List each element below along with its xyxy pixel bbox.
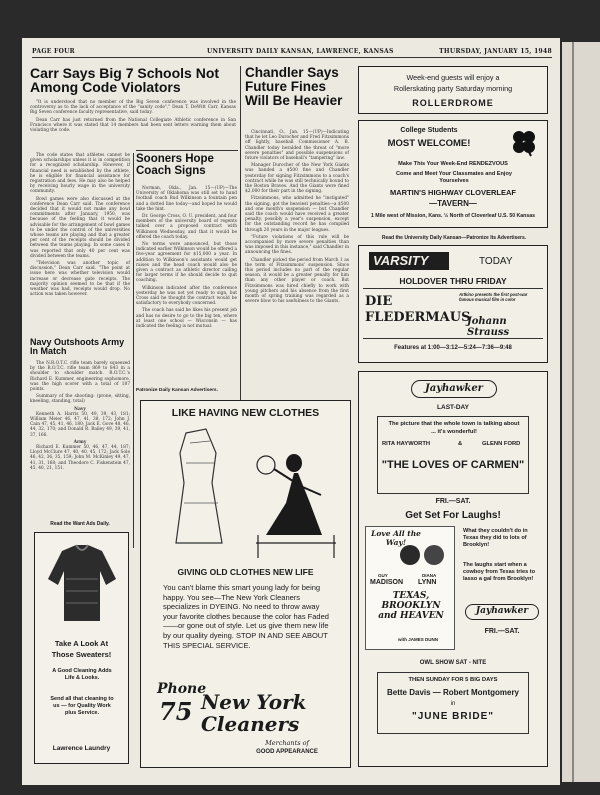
chandler-story (245, 130, 349, 307)
clover-icon (509, 127, 539, 157)
sooners-headline: Sooners Hope Coach Signs (136, 153, 214, 177)
poster-diana: DIANA (422, 573, 437, 578)
carmen-star1: RITA HAYWORTH (382, 441, 431, 447)
laundry-line1: Take A Look At (54, 639, 109, 648)
cleaners-phone-label: Phone (157, 681, 207, 697)
army-label: Army (73, 439, 87, 445)
poster-lynn: LYNN (418, 579, 437, 586)
poster-madison: MADISON (370, 579, 404, 586)
carmen-title: "THE LOVES OF CARMEN" (381, 459, 525, 471)
carr-paragraph: Bowl games were also discussed at the conference Dean Carr said. The conference decided that it would not make any bowl commitments after January, 1950, was because of the feeling that it would be advisable for the arrangement of bowl games to be under the control of the universities whose teams are playing and that a greater per cent of the receipts should be divided between the teams playing. In some cases it was reported that only 40 per cent was divided between the teams. (30, 196, 130, 259)
martins-name1: MARTIN'S HIGHWAY CLOVERLEAF (390, 188, 516, 197)
varsity-rule (363, 288, 543, 289)
carmen-and: & (458, 441, 463, 447)
jayhawker-fri-sat2: FRI.—SAT. (484, 628, 520, 635)
cleaners-body: You can't blame this smart young lady for being happy. You see—The New York Cleaners specializes in DYEING. No need to throw away your favorite clothes because the color has Faded——or gone out of style. Let us give them new life by our quality dyeing. STOP IN AND SEE ABOUT THIS SPECIAL SERVICE. (163, 583, 329, 650)
cleaners-top-line: LIKE HAVING NEW CLOTHES (171, 407, 320, 419)
jayhawker-last-day: LAST-DAY (437, 404, 469, 411)
sooners-paragraph: No terms were announced, but those indicated earlier Wilkinson would be offered a five-year agreement for $15,000 a year. In addition to Wilkinson's assistants would get raises and the head coach would also be given a contract as athletic director calling for larger terms if he should decide to quit coaching. (136, 242, 237, 284)
newspaper-page (22, 38, 560, 785)
chandler-paragraph: Chandler picked the period from March 1 as the term of Fitzsimmons' suspension. Since this period includes no part of the regular season, it would be a greater penalty for him than any other player or coach. But Fitzsimmons was hired chiefly to work with young pitchers and his absence from the first month of spring training was regarded as a severe blow to his usefulness to the Giants. (245, 257, 349, 305)
laundry-line4: Send all that cleaning to us — for Quality Work plus Service. (50, 696, 114, 716)
laundry-name: Lawrence Laundry (52, 745, 111, 752)
laundry-line2: Those Sweaters! (51, 650, 112, 659)
masthead: UNIVERSITY DAILY KANSAN, LAWRENCE, KANSAS (207, 48, 394, 55)
cleaners-tag1: Merchants of (265, 739, 309, 747)
carr-story-col-a (30, 153, 130, 299)
column-divider (240, 66, 241, 406)
varsity-rule (363, 338, 543, 339)
sooners-paragraph: The coach has said he likes his present job and has no desire to go to the big ten, where at least one school — Wisconsin — has indicated the feeling is not mutual. (136, 308, 237, 330)
martins-tavern-ad (358, 120, 548, 228)
carr-story (30, 100, 236, 135)
martins-line2: MOST WELCOME! (387, 138, 471, 149)
navy-story (30, 361, 130, 473)
rollerdrome-line2: Rollerskating party Saturday morning (393, 84, 513, 93)
june-bride-title: "JUNE BRIDE" (411, 711, 495, 722)
martins-line3: Make This Your Week-End RENDEZVOUS (398, 161, 508, 167)
june-bride-in: in (450, 701, 456, 707)
martins-line4: Come and Meet Your Classmates and Enjoy Yourselves (395, 171, 513, 184)
chandler-headline: Chandler Says Future Fines Will Be Heavier (245, 65, 343, 108)
cleaners-ad (140, 400, 351, 768)
headline-rule (136, 150, 238, 151)
poster-movie-title: TEXAS, BROOKLYN and HEAVEN (378, 591, 444, 621)
rollerdrome-name: ROLLERDROME (412, 98, 494, 108)
page-binding-line (572, 42, 574, 782)
laundry-ad (34, 532, 129, 764)
varsity-features: Features at 1:00—3:12—5:24—7:36—9:48 (394, 345, 512, 351)
sooners-paragraph: Wilkinson indicated after the conference yesterday he was not yet ready to sign, but Cross said he thought the contract would be satisfactory to everybody concerned. (136, 285, 237, 307)
chandler-paragraph: Cincinnati, O., Jan. 15—(UP)—Indicating that he let Leo Durocher and Fred Fitzsimmons off lightly, baseball Commissioner A. B. Chandler today heralded the threat of "more severe penalties" and possible suspensions of future violators of baseball's "tampering" law. (245, 130, 349, 162)
quote2: The laughs start when a cowboy from Texas tries to lasso a gal from Brooklyn! (463, 562, 536, 582)
sooners-paragraph: Norman, Okla., Jan. 15—(UP)—The University of Oklahoma was still set to hand football coach Bud Wilkinson a fountain pen and a dotted line today—and hoped he would take the hint. (136, 186, 237, 212)
carr-paragraph: Dean Carr has just returned from the National Collegiate Athletic conference in San Francisco where it was stated that 14 members had been sent letters warning them about violating the code. (30, 117, 236, 134)
read-kansan-note: Read the University Daily Kansan—Patronize Its Advertisers. (381, 235, 527, 241)
carmen-tagline2: ... it's wonderful! (431, 429, 477, 435)
column-divider (133, 153, 134, 548)
martins-address: 1 Mile west of Mission, Kans. ½ North of Cloverleaf U.S. 50 Kansas (370, 213, 536, 219)
rollerdrome-ad (358, 66, 548, 114)
navy-paragraph: The N.R.O.T.C. rifle team barely squeezed by the R.O.T.C. rifle team 869 to 843 in a shoulder to shoulder match. R.O.T.C.'s Richard E. Kummer, engineering sophomore, was the high scorer with a total of 187 points. (30, 361, 130, 393)
sooners-story (136, 186, 237, 331)
june-bride-then: THEN SUNDAY FOR 5 BIG DAYS (408, 677, 498, 683)
carmen-star2: GLENN FORD (482, 441, 521, 447)
woman-illustration (146, 423, 346, 563)
varsity-film-title: DIE FLEDERMAUS (365, 294, 471, 325)
page-header (32, 46, 552, 58)
june-bride-stars: Bette Davis — Robert Montgomery (386, 688, 520, 697)
poster-james: with JAMES DUNN (397, 637, 438, 642)
patronize-note: Patronize Daily Kansan Advertisers. (136, 388, 218, 393)
poster-guy: GUY (378, 573, 388, 578)
navy-label: Navy (74, 406, 86, 412)
chandler-paragraph: Fitzsimmons, who admitted he "instigated" the signing, got the heaviest penalties—a $500 and one month's suspension — but Chandler said the coach would have received a greater penalty, possibly a year's suspension, except for the outstanding record he has compiled through 20 years in the major leagues. (245, 196, 349, 233)
jayhawker-ad (358, 371, 548, 767)
laughs-headline: Get Set For Laughs! (405, 510, 501, 521)
sweater-illustration (36, 539, 128, 629)
cleaners-tag2: GOOD APPEARANCE (256, 749, 318, 755)
cleaners-name: New York Cleaners (201, 690, 307, 736)
jayhawker-fri-sat: FRI.—SAT. (435, 498, 471, 505)
varsity-ad (358, 245, 548, 363)
stars-portrait (392, 539, 452, 569)
sooners-paragraph: Dr. George Cross, O. U. president, and four members of the university board of regents talked over a proposed contract with Wilkinson Wednesday, and that it would be offered the coach today. (136, 214, 237, 240)
army-scores: Richard E. Kummer 50, 46, 47, 44, 187; Lloyd McClure 47, 40, 40, 45, 172; Jack Sole 46, 42, 36, 35, 159; John M. McKinley 49, 47, 41, 31, 168; and Theodore C. Fiskenstein 47, 45, 40, 21, 151. (30, 445, 130, 471)
adjacent-page-edge (562, 42, 600, 782)
carmen-panel (377, 416, 529, 494)
quote1: What they couldn't do in Texas they did to lots of Brooklyn! (463, 528, 528, 548)
martins-line1: College Students (400, 127, 458, 134)
cleaners-phone-number: 75 (159, 697, 193, 726)
varsity-holdover: HOLDOVER THRU FRIDAY (399, 276, 507, 286)
navy-headline: Navy Outshoots Army In Match (30, 337, 125, 357)
chandler-paragraph: "Future violations of this rule will be accompanied by more severe penalties than was imposed in this instance," said Chandler in announcing the fines. (245, 234, 349, 256)
cleaners-subtitle: GIVING OLD CLOTHES NEW LIFE (177, 567, 314, 577)
carr-paragraph: "Television was another topic of discussion," Dean Carr said. "The point at issue here was whether television would increase or decrease gate receipts. The majority opinion seemed to be that if the weather was bad, receipts would drop. No action was taken however. (30, 261, 130, 298)
laundry-line3: A Good Cleaning Adds Life & Looks. (52, 668, 112, 681)
navy-scores: Kenneth A. Harris 50, 49, 39, 43, 181; William Meier 46, 47, 41, 38, 172; John J. Cain 47, 45, 41, 46, 180; Jack E. Gove 48, 46, 44, 32, 170; and Donald R. Bailey 49, 39, 41, 37, 166. (30, 411, 130, 438)
jayhawker-logo-small: Jayhawker (465, 604, 539, 620)
chandler-paragraph: Manager Durocher of the New York Giants was handed a $500 fine and Chandler yesterday for signing Fitzsimmons to a coach's contract while he was still technically bound to the Boston Braves. And the Giants were fined $2,000 for their part in the signing. (245, 163, 349, 195)
june-bride-panel (377, 672, 529, 734)
varsity-composer: Johann Strauss (467, 316, 510, 338)
varsity-desc: Artkino presents the first post-war famous musical film in color (459, 292, 528, 302)
page-number: PAGE FOUR (32, 48, 75, 55)
carmen-tagline1: The picture that the whole town is talking about (388, 421, 520, 427)
rollerdrome-line1: Week-end guests will enjoy a (406, 73, 500, 82)
want-ads-note: Read the Want Ads Daily. (50, 521, 110, 527)
texas-brooklyn-poster (365, 526, 455, 650)
owl-show: OWL SHOW SAT - NITE (419, 660, 487, 666)
varsity-today: TODAY (479, 256, 513, 267)
page-date: THURSDAY, JANUARY 15, 1948 (439, 48, 552, 55)
jayhawker-logo: Jayhawker (411, 380, 497, 398)
navy-summary: Summary of the shooting: (prone, sitting, kneeling, standing, total) (30, 394, 130, 405)
varsity-logo: VARSITY (369, 252, 449, 270)
carr-headline: Carr Says Big 7 Schools Not Among Code Violators (30, 65, 220, 96)
martins-name2: —TAVERN— (429, 199, 477, 208)
poster-love-line: Love All the Way! (371, 529, 421, 547)
carr-paragraph: "It is understood that no member of the Big Seven conference was involved in the controversy as to the lack of acceptance of the "sanity code"," Dean T. DeWitt Carr, Kansas Big Seven conference faculty representative, said today. (30, 100, 236, 116)
carr-paragraph: The code states that athletes cannot be given scholarships unless it is in competition for a recognized scholarship. However, if financial need is established by the athlete, he is eligible for financial assistance for registration and fees. He may also be helped by receiving hourly wage in the university community. (30, 153, 130, 195)
